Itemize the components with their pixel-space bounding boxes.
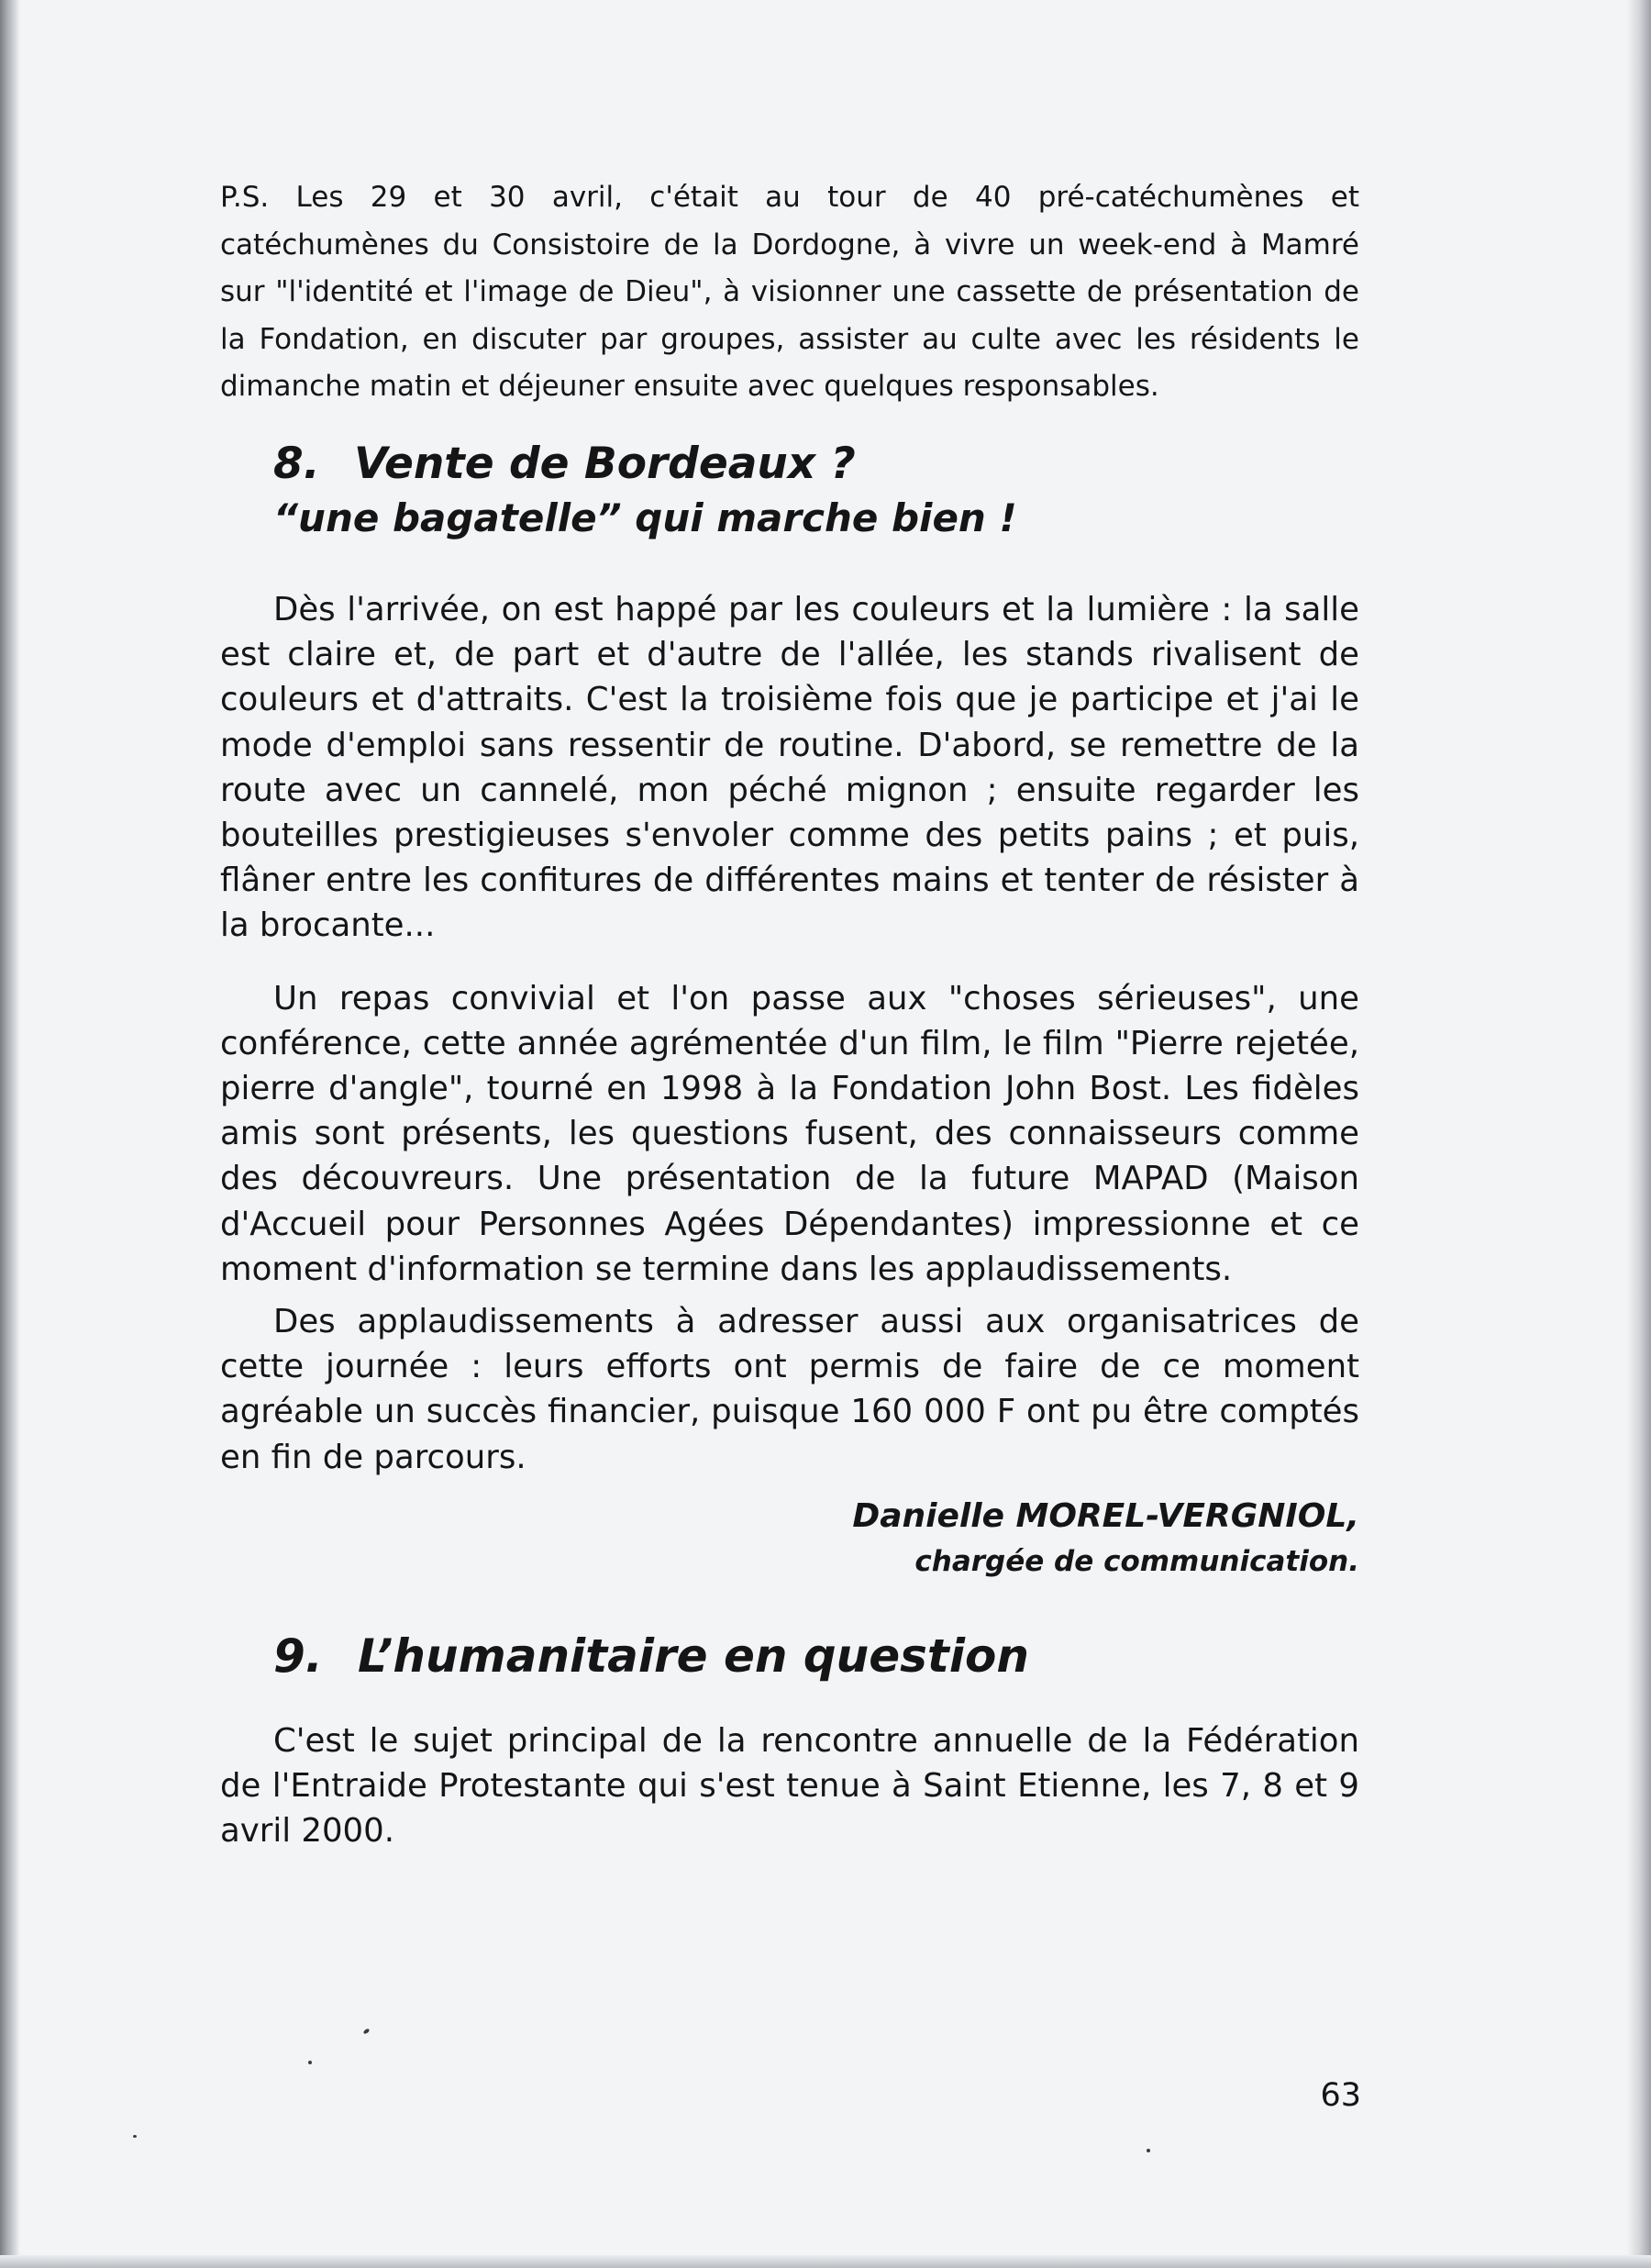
page-content <box>220 174 1359 1853</box>
page-edge-right <box>1627 0 1651 2268</box>
ink-speck <box>133 2135 137 2138</box>
ink-speck <box>1147 2149 1150 2152</box>
section-9-heading <box>220 1627 1359 1685</box>
page-edge-left <box>0 0 20 2268</box>
ps-paragraph: P.S. Les 29 et 30 avril, c'était au tour de 40 pré-catéchumènes et catéchumènes du Consistoire de la Dordogne, à vivre un week-end à Mamré sur "l'identité et l'image de Dieu", à visionner une cassette de présentation de la Fondation, en discuter par groupes, assister au culte avec les résidents le dimanche matin et déjeuner ensuite avec quelques responsables. <box>220 181 1359 404</box>
section-8-heading <box>220 437 1359 492</box>
section-9-title: L’humanitaire en question <box>358 1629 1029 1683</box>
page-number: 63 <box>1320 2077 1361 2114</box>
section-8-subtitle: “une bagatelle” qui marche bien ! <box>273 495 1017 540</box>
section-9-paragraph: C'est le sujet principal de la rencontre annuelle de la Fédération de l'Entraide Protestante qui s'est tenue à Saint Etienne, les 7, 8 et 9 avril 2000. <box>220 1721 1359 1851</box>
signature-name: Danielle MOREL-VERGNIOL, <box>852 1496 1359 1535</box>
section-8-paragraph-2: Un repas convivial et l'on passe aux "choses sérieuses", une conférence, cette année agrémentée d'un film, le film "Pierre rejetée, pierre d'angle", tourné en 1998 à la Fondation John Bost. Les fidèles amis sont présents, les questions fusent, des connaisseurs comme des découvreurs. Une présentation de la future MAPAD (Maison d'Accueil pour Personnes Agées Dépendantes) impressionne et ce moment d'information se termine dans les applaudissements. <box>220 979 1359 1288</box>
section-8-paragraph-1: Dès l'arrivée, on est happé par les couleurs et la lumière : la salle est claire et, de part et d'autre de l'allée, les stands rivalisent de couleurs et d'attraits. C'est la troisième fois que je participe et j'ai le mode d'emploi sans ressentir de routine. D'abord, se remettre de la route avec un cannelé, mon péché mignon ; ensuite regarder les bouteilles prestigieuses s'envoler comme des petits pains ; et puis, flâner entre les confitures de différentes mains et tenter de résister à la brocante... <box>220 590 1359 945</box>
section-8-number: 8. <box>273 438 320 489</box>
section-9-number: 9. <box>273 1629 323 1683</box>
ink-speck <box>308 2061 312 2064</box>
section-8-title: Vente de Bordeaux ? <box>354 438 856 489</box>
ink-speck <box>362 2028 370 2034</box>
section-8-paragraph-3: Des applaudissements à adresser aussi aux organisatrices de cette journée : leurs efforts ont permis de faire de ce moment agréable un succès financier, puisque 160 000 F ont pu être comptés en fin de parcours. <box>220 1303 1359 1476</box>
page-edge-bottom <box>0 2255 1651 2268</box>
signature-role: chargée de communication. <box>914 1544 1359 1578</box>
